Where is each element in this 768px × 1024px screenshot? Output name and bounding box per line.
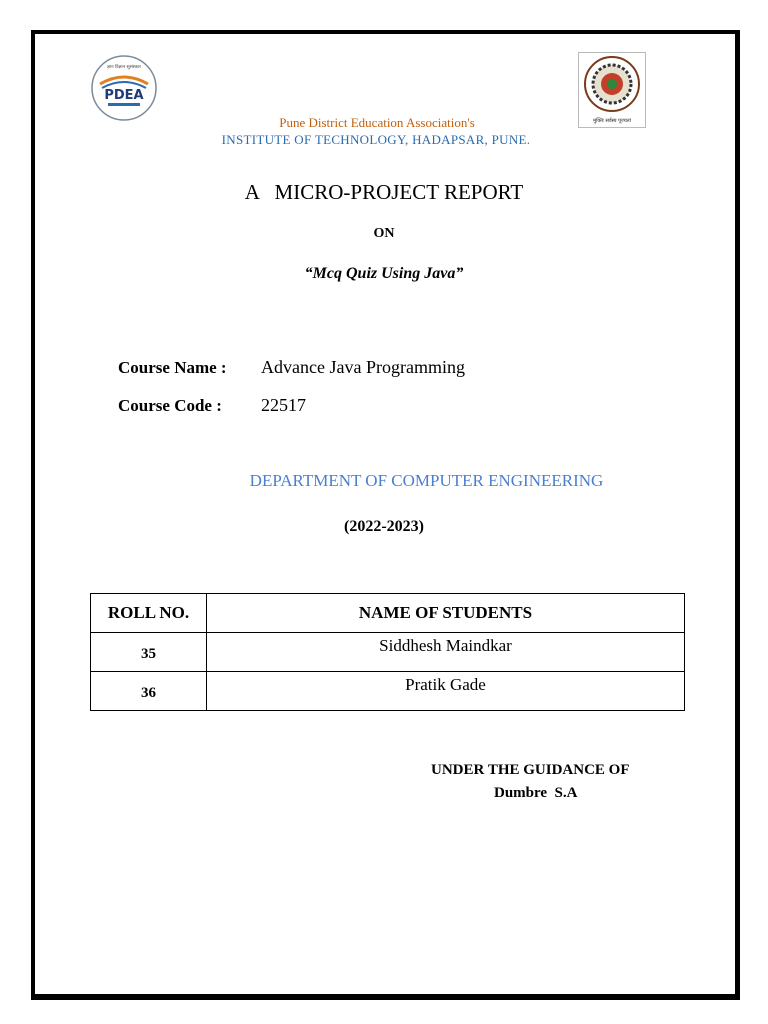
report-title: A MICRO-PROJECT REPORT [244,180,524,204]
course-code-label: Course Code : [118,396,222,415]
project-title: “Mcq Quiz Using Java” [304,265,464,282]
table-header-row [91,594,685,633]
roll-no-cell: 36 [91,672,207,711]
table-row [91,672,685,711]
students-table [90,593,685,711]
guidance-label: UNDER THE GUIDANCE OF [431,762,630,778]
student-name-cell: Siddhesh Maindkar [207,633,685,672]
pdea-logo [90,54,158,122]
course-name-label: Course Name : [118,358,227,377]
roll-no-header: ROLL NO. [91,594,207,633]
course-code-value: 22517 [261,395,306,415]
association-name: Pune District Education Association's [279,115,475,130]
academic-year: (2022-2023) [344,518,424,535]
institute-seal-motto: मुक्तिः सर्वस्य पूज्यतां [593,118,631,124]
institute-name: INSTITUTE OF TECHNOLOGY, HADAPSAR, PUNE. [221,132,531,147]
page-border [31,30,740,1000]
table-row [91,633,685,672]
pdea-logo-text: PDEA [104,88,144,103]
student-name-cell: Pratik Gade [207,672,685,711]
pdea-logo-motto: ज्ञान विज्ञान सुसंस्कार [107,65,141,70]
department-name: DEPARTMENT OF COMPUTER ENGINEERING [249,471,604,490]
student-name-header: NAME OF STUDENTS [207,594,685,633]
roll-no-cell: 35 [91,633,207,672]
guide-name: Dumbre S.A [494,785,578,801]
report-on: ON [373,226,395,241]
course-name-value: Advance Java Programming [261,357,465,377]
